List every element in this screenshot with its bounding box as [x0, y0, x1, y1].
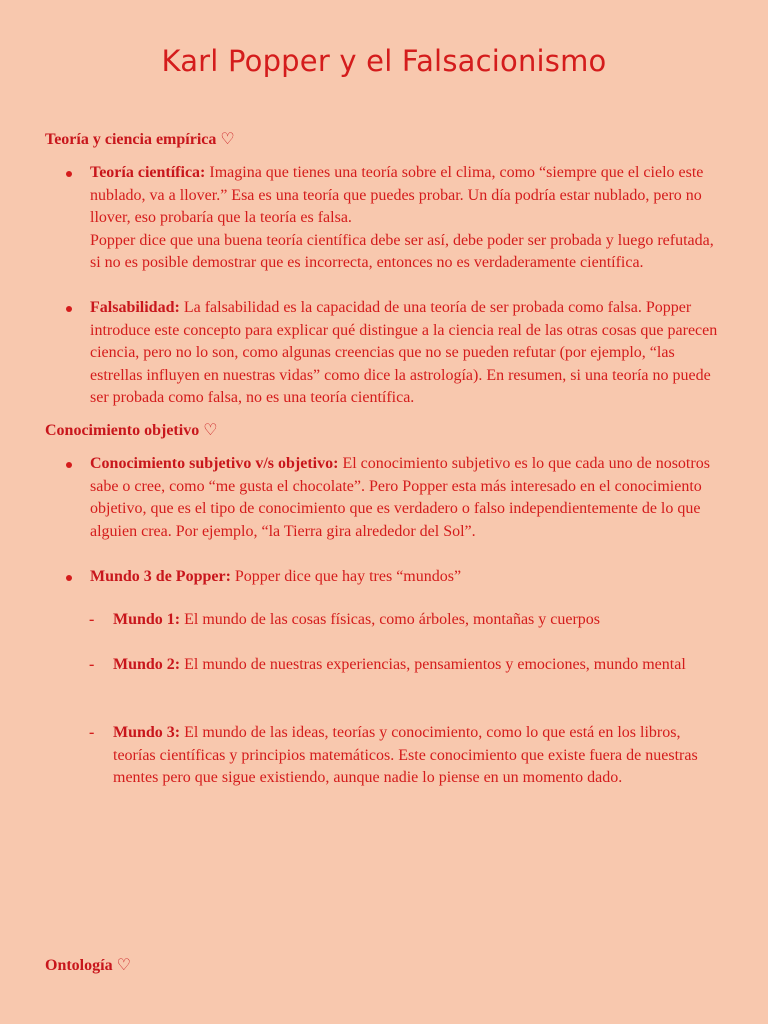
item-text: La falsabilidad es la capacidad de una teoría de ser probada como falsa. Popper introduce este concepto para explicar qué distingue a la ciencia real de las otras cosas que parecen ciencia, pero no lo son, como algunas creencias que no se pueden refutar (por ejemplo, “las estrellas influyen en nuestras vidas” como dice la astrología). En resumen, si una teoría no puede ser probada como falsa, no es una teoría científica.: [90, 299, 718, 406]
item-text: El conocimiento subjetivo es lo que cada uno de nosotros sabe o cree, como “me gusta el chocolate”. Pero Popper esta más interesado en el conocimiento objetivo, que es el tipo de conocimiento que es verdadero o falso independientemente de lo que alguien crea. Por ejemplo, “la Tierra gira alrededor del Sol”.: [90, 455, 710, 540]
section-heading-label: Ontología: [45, 957, 113, 974]
item-text: El mundo de las ideas, teorías y conocimiento, como lo que está en los libros, teorías científicas y principios matemáticos. Este conocimiento que existe fuera de nuestras mentes pero que sigue existiendo, aunque nadie lo piense en un momento dado.: [113, 724, 698, 786]
section-heading-teoria: [45, 129, 235, 149]
item-lead: Teoría científica:: [90, 164, 206, 181]
list-item-falsabilidad: [90, 297, 722, 410]
sublist-item-mundo-3: [89, 722, 725, 790]
bullet-icon: [66, 575, 72, 581]
item-lead: Mundo 3:: [113, 724, 181, 741]
heart-icon: ♡: [220, 131, 235, 148]
item-text: Popper dice que hay tres “mundos”: [234, 568, 462, 585]
section-heading-ontologia: [45, 955, 131, 975]
heart-icon: ♡: [203, 422, 218, 439]
section-heading-label: Conocimiento objetivo: [45, 422, 200, 439]
section-heading-label: Teoría y ciencia empírica: [45, 131, 217, 148]
item-text-continued: Popper dice que una buena teoría científica debe ser así, debe poder ser probada y luego refutada, si no es posible demostrar que es incorrecta, entonces no es verdaderamente científica.: [90, 231, 714, 271]
item-lead: Conocimiento subjetivo v/s objetivo:: [90, 455, 339, 472]
item-text: El mundo de las cosas físicas, como árboles, montañas y cuerpos: [184, 611, 601, 628]
bullet-icon: [66, 306, 72, 312]
sublist-item-mundo-1: [89, 609, 725, 632]
list-item-mundo-3-popper: [90, 566, 722, 589]
page-title: Karl Popper y el Falsacionismo: [161, 44, 607, 78]
dash-icon: -: [89, 724, 95, 741]
dash-icon: -: [89, 611, 95, 628]
item-lead: Mundo 3 de Popper:: [90, 568, 231, 585]
heart-icon: ♡: [116, 957, 131, 974]
bullet-icon: [66, 462, 72, 468]
list-item-conocimiento-subjetivo: [90, 453, 722, 543]
section-heading-conocimiento: [45, 420, 218, 440]
item-lead: Mundo 2:: [113, 656, 181, 673]
sublist-item-mundo-2: [89, 654, 725, 677]
item-text: El mundo de nuestras experiencias, pensamientos y emociones, mundo mental: [184, 656, 686, 673]
dash-icon: -: [89, 656, 95, 673]
item-lead: Mundo 1:: [113, 611, 181, 628]
item-text: Imagina que tienes una teoría sobre el clima, como “siempre que el cielo este nublado, va a llover.” Esa es una teoría que puedes probar. Un día podría estar nublado, pero no llover, eso probaría que la teoría es falsa.: [90, 164, 704, 226]
list-item-teoria-cientifica: [90, 162, 722, 275]
item-lead: Falsabilidad:: [90, 299, 180, 316]
bullet-icon: [66, 171, 72, 177]
